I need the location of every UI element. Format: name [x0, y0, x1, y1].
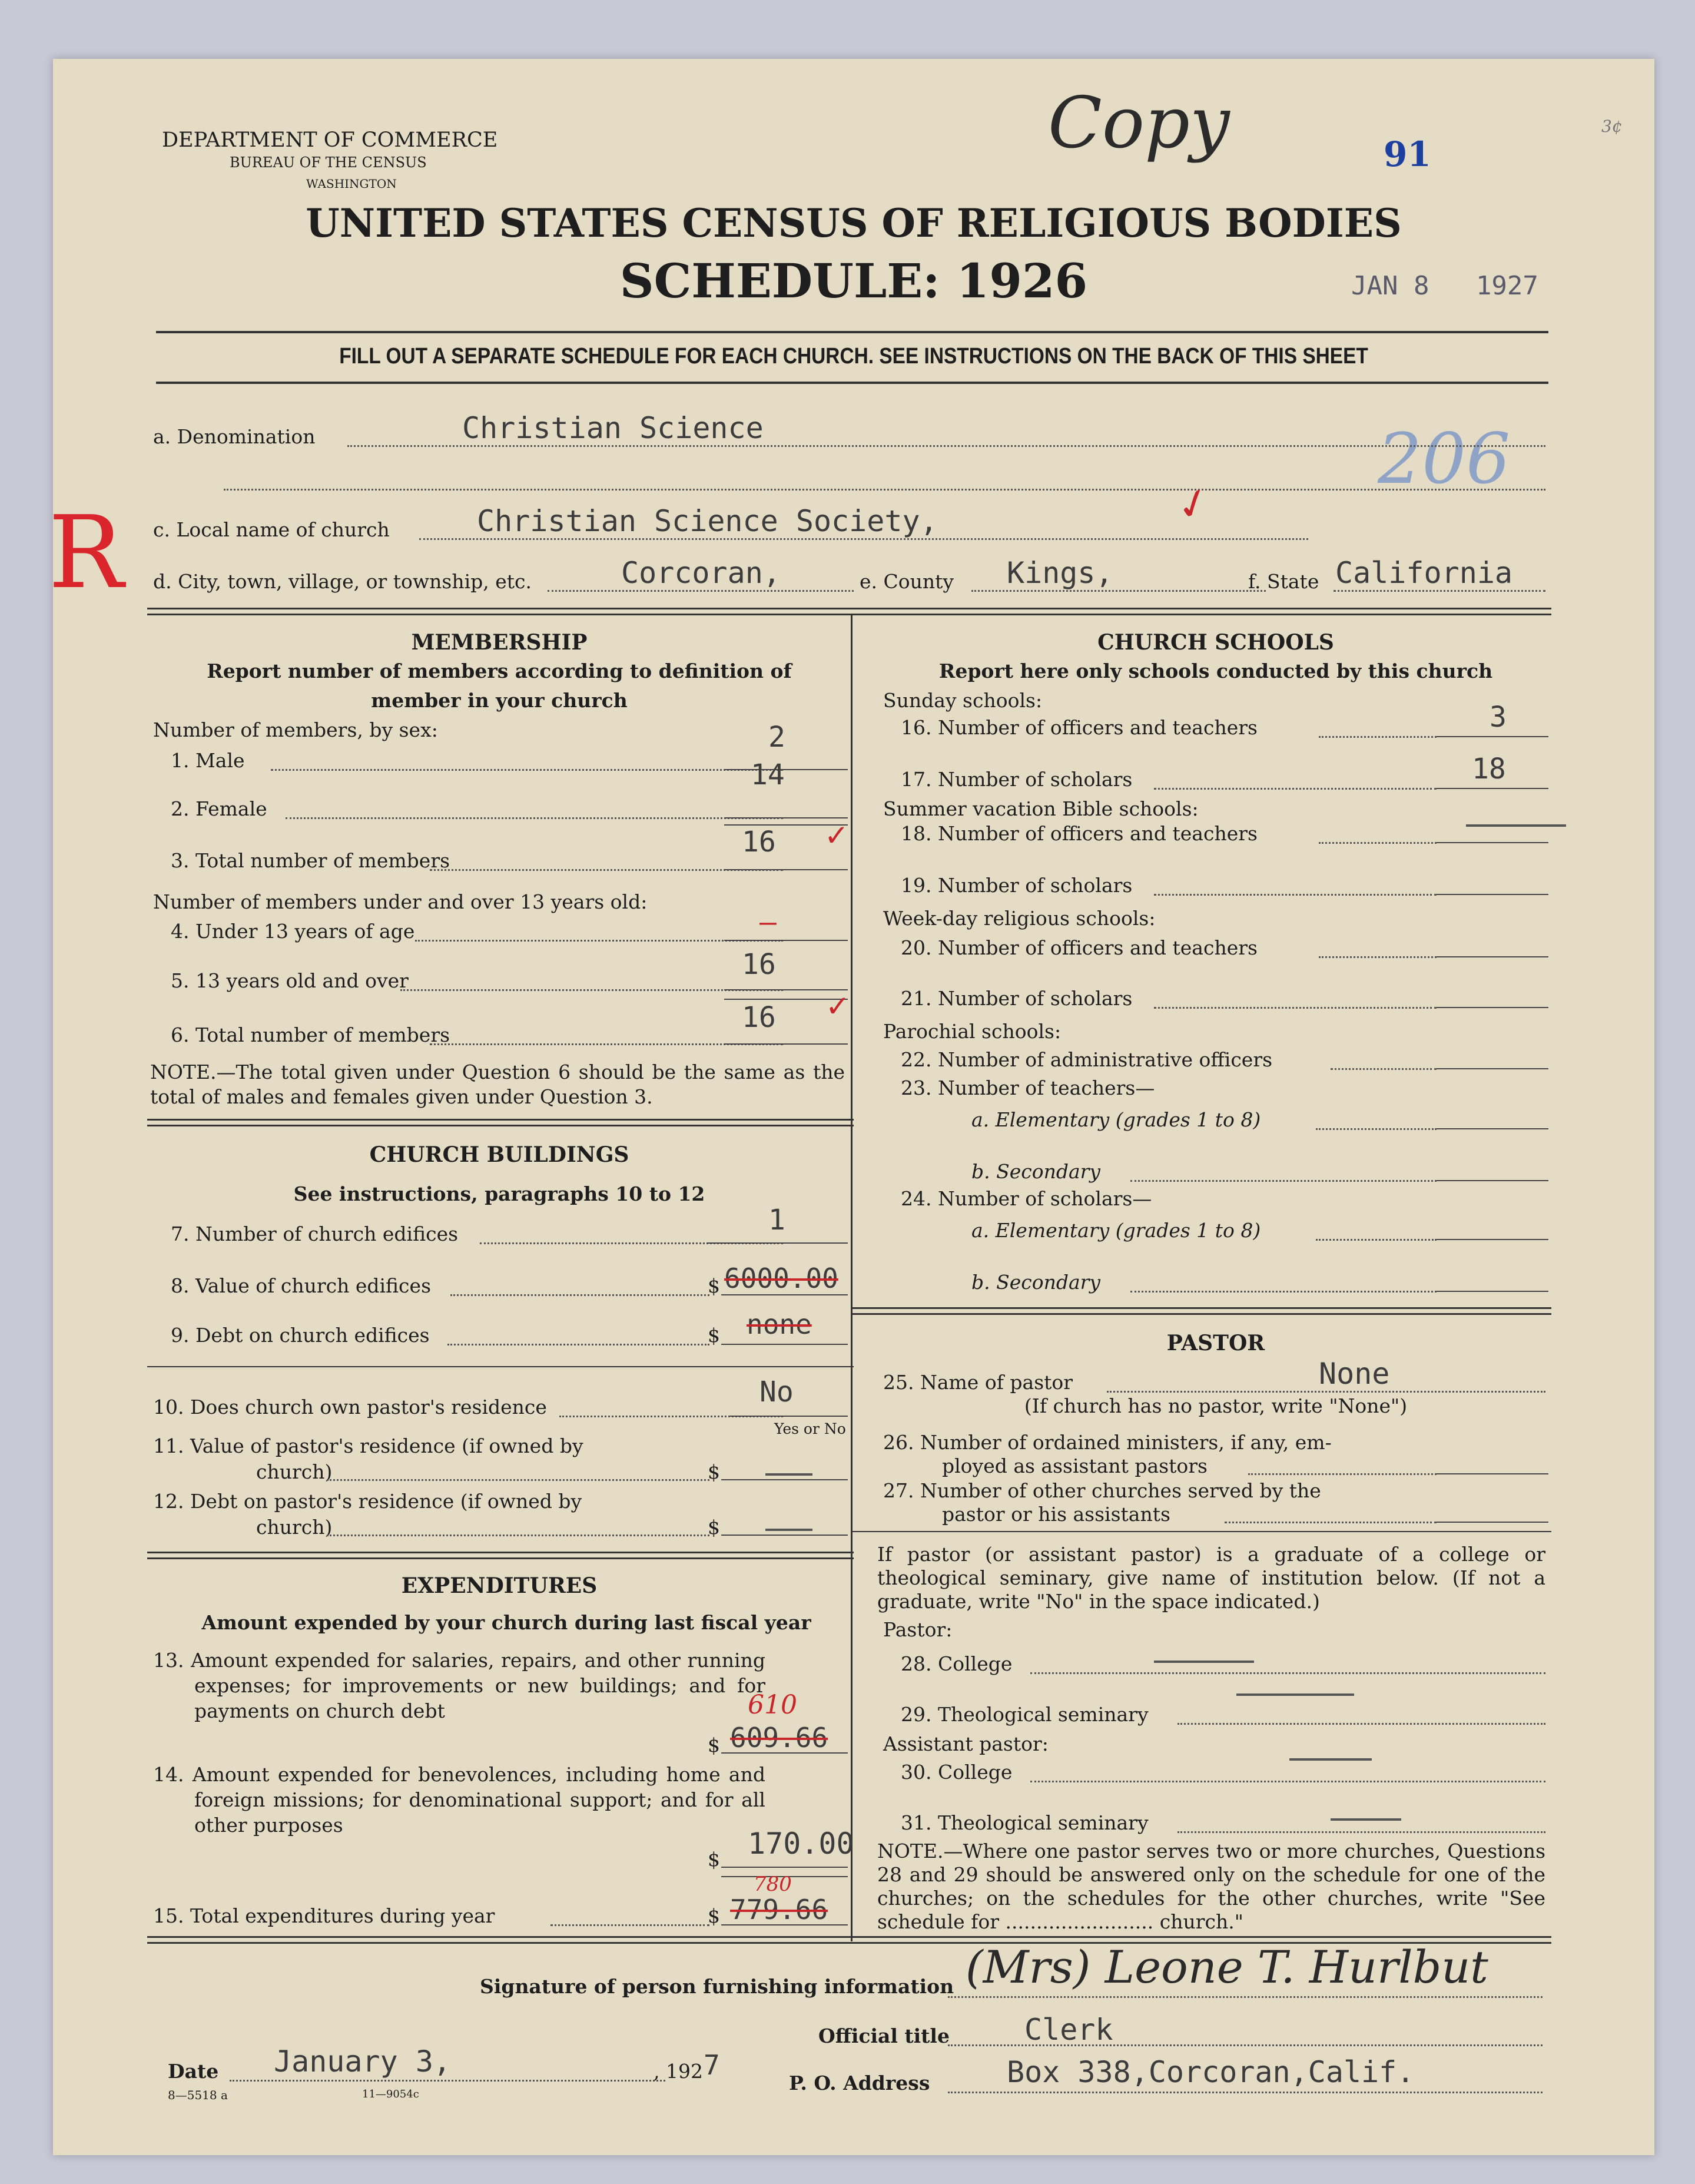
q3-answer-line	[724, 869, 848, 870]
state-line	[1334, 590, 1545, 592]
city-value: Corcoran,	[621, 556, 781, 590]
city-label: WASHINGTON	[306, 177, 397, 191]
denomination-line	[347, 445, 1545, 447]
q16-answer-line	[1437, 736, 1548, 737]
q29-dash	[1236, 1693, 1354, 1696]
year-digit: 7	[704, 2049, 720, 2081]
q24a-answer-line	[1437, 1239, 1548, 1240]
q21-line	[1154, 1007, 1437, 1009]
q30-line	[1030, 1781, 1545, 1782]
q3-check: ✓	[824, 818, 849, 853]
q6-value: 16	[742, 1001, 776, 1034]
county-value: Kings,	[1007, 556, 1113, 590]
q31-dash	[1331, 1818, 1401, 1821]
q8-dollar: $	[708, 1274, 720, 1297]
buildings-sub: See instructions, paragraphs 10 to 12	[293, 1182, 705, 1205]
q24b-answer-line	[1437, 1291, 1548, 1292]
schools-rule-b	[853, 1313, 1551, 1315]
q1-answer-line	[724, 769, 848, 770]
q26-label-b: ployed as assistant pastors	[942, 1454, 1208, 1477]
q17-value: 18	[1472, 753, 1506, 786]
year-prefix: , 192	[654, 2060, 703, 2083]
q21-answer-line	[1437, 1007, 1548, 1008]
sunday-label: Sunday schools:	[883, 689, 1043, 712]
asst-pastor-label: Assistant pastor:	[883, 1732, 1049, 1755]
q5-label: 5. 13 years old and over	[171, 969, 409, 992]
q13-value: 609.66	[730, 1722, 828, 1754]
q16-label: 16. Number of officers and teachers	[901, 716, 1258, 739]
signature-value: (Mrs) Leone T. Hurlbut	[966, 1941, 1488, 1993]
q25-hint: (If church has no pastor, write "None")	[1024, 1394, 1408, 1417]
official-title-value: Clerk	[1024, 2013, 1113, 2047]
pencil-number: 206	[1378, 418, 1511, 499]
denomination-label: a. Denomination	[153, 425, 316, 448]
q21-label: 21. Number of scholars	[901, 987, 1133, 1010]
q15-label: 15. Total expenditures during year	[153, 1904, 495, 1927]
state-value: California	[1335, 556, 1513, 590]
expenditures-sub: Amount expended by your church during last fiscal year	[201, 1611, 811, 1634]
city-field-label: d. City, town, village, or township, etc.	[153, 570, 532, 593]
q11-label-a: 11. Value of pastor's residence (if owned by	[153, 1434, 583, 1457]
q19-label: 19. Number of scholars	[901, 874, 1133, 897]
q12-label-b: church)	[256, 1516, 333, 1539]
q23a-label: a. Elementary (grades 1 to 8)	[971, 1108, 1261, 1131]
buildings-rule-b	[147, 1557, 854, 1559]
q2-label: 2. Female	[171, 797, 267, 820]
q7-answer-line	[706, 1242, 848, 1244]
po-address-label: P. O. Address	[789, 2072, 930, 2094]
q3-label: 3. Total number of members	[171, 849, 450, 872]
q14-label: 14. Amount expended for benevolences, including home and foreign missions; for denominational support; and for all other purposes	[153, 1763, 765, 1837]
q11-dollar: $	[708, 1460, 720, 1483]
checkmark: ✓	[1169, 475, 1218, 533]
q27-answer-line	[1437, 1522, 1548, 1523]
q11-label-b: church)	[256, 1460, 333, 1483]
q3-value: 16	[742, 826, 776, 859]
q4-answer-line	[724, 940, 848, 941]
q9-line	[447, 1344, 709, 1345]
membership-sub-2: member in your church	[371, 689, 628, 712]
q15-line	[550, 1924, 709, 1926]
q15-dollar: $	[708, 1904, 720, 1927]
date-line	[230, 2080, 665, 2082]
q4-label: 4. Under 13 years of age	[171, 920, 415, 943]
date-value: January 3,	[274, 2044, 452, 2079]
column-divider	[851, 614, 853, 1941]
q18-label: 18. Number of officers and teachers	[901, 822, 1258, 845]
summer-label: Summer vacation Bible schools:	[883, 797, 1199, 820]
q26-line	[1248, 1473, 1437, 1475]
expenditures-title: EXPENDITURES	[401, 1573, 598, 1598]
q11-dash	[765, 1473, 812, 1476]
parochial-label: Parochial schools:	[883, 1020, 1062, 1043]
schedule-year-title: SCHEDULE: 1926	[619, 253, 1088, 309]
local-name-value: Christian Science Society,	[477, 504, 938, 538]
local-name-label: c. Local name of church	[153, 518, 390, 541]
buildings-mid-rule	[147, 1366, 854, 1367]
q2-line	[286, 817, 783, 819]
q15-value: 779.66	[730, 1894, 828, 1926]
q12-answer-line	[721, 1535, 848, 1536]
q28-line	[1030, 1672, 1545, 1674]
received-date-stamp: JAN 8 1927	[1351, 271, 1538, 301]
dept-label: DEPARTMENT OF COMMERCE	[162, 128, 498, 152]
q24a-line	[1316, 1239, 1437, 1241]
q22-answer-line	[1437, 1068, 1548, 1069]
pastor-sub-label: Pastor:	[883, 1618, 953, 1641]
q14-dollar: $	[708, 1848, 720, 1871]
q14-answer-line	[721, 1867, 848, 1868]
red-r-mark: R	[48, 495, 124, 611]
q27-label-b: pastor or his assistants	[942, 1503, 1170, 1526]
footer-rule-a	[147, 1936, 1551, 1938]
q24-label: 24. Number of scholars—	[901, 1187, 1152, 1210]
q10-hint: Yes or No	[774, 1420, 846, 1437]
q19-answer-line	[1437, 894, 1548, 895]
po-address-line	[948, 2092, 1543, 2093]
q8-label: 8. Value of church edifices	[171, 1274, 432, 1297]
q17-label: 17. Number of scholars	[901, 768, 1133, 791]
q20-answer-line	[1437, 956, 1548, 957]
q14-value: 170.00	[748, 1827, 854, 1861]
local-name-line	[419, 538, 1308, 540]
q9-dollar: $	[708, 1324, 720, 1347]
q6-answer-line	[724, 1043, 848, 1045]
membership-rule-a	[147, 1119, 854, 1121]
q5-value: 16	[742, 948, 776, 981]
print-number: 11—9054c	[362, 2088, 419, 2100]
section-rule-a	[147, 608, 1551, 609]
q29-label: 29. Theological seminary	[901, 1703, 1149, 1726]
q29-line	[1177, 1723, 1545, 1725]
q13-label: 13. Amount expended for salaries, repairs, and other running expenses; for improvements or new buildings; and for payments on church debt	[153, 1649, 765, 1722]
q9-value: none	[747, 1308, 812, 1340]
official-title-label: Official title	[818, 2024, 950, 2047]
membership-title: MEMBERSHIP	[411, 630, 588, 655]
q30-label: 30. College	[901, 1761, 1013, 1784]
q25-value: None	[1319, 1357, 1390, 1391]
q25-line	[1107, 1391, 1545, 1393]
q25-label: 25. Name of pastor	[883, 1371, 1073, 1394]
q20-line	[1319, 956, 1437, 958]
q10-value: No	[759, 1376, 794, 1409]
q6-label: 6. Total number of members	[171, 1023, 450, 1046]
by-sex-label: Number of members, by sex:	[153, 718, 438, 741]
q24a-label: a. Elementary (grades 1 to 8)	[971, 1219, 1261, 1242]
q10-answer-line	[730, 1416, 848, 1417]
q26-label-a: 26. Number of ordained ministers, if any, em-	[883, 1431, 1332, 1454]
q7-value: 1	[768, 1204, 785, 1237]
q8-answer-line	[721, 1294, 848, 1295]
instruction-line: FILL OUT A SEPARATE SCHEDULE FOR EACH CHURCH. SEE INSTRUCTIONS ON THE BACK OF THIS SHEET	[339, 344, 1368, 369]
buildings-title: CHURCH BUILDINGS	[369, 1142, 629, 1167]
form-title: UNITED STATES CENSUS OF RELIGIOUS BODIES	[306, 200, 1402, 246]
graduate-instructions: If pastor (or assistant pastor) is a graduate of a college or theological seminary, give name of institution below. (If not a graduate, write "No" in the space indicated.)	[877, 1543, 1545, 1613]
membership-rule-b	[147, 1125, 854, 1126]
denomination-line-2	[224, 489, 1545, 491]
q9-answer-line	[721, 1344, 848, 1345]
q23a-answer-line	[1437, 1128, 1548, 1129]
header-rule-top	[156, 331, 1548, 333]
header-rule-bottom	[156, 382, 1548, 384]
q30-dash	[1289, 1758, 1372, 1761]
county-line	[971, 590, 1266, 592]
q8-value: 6000.00	[724, 1262, 838, 1294]
schools-rule-a	[853, 1307, 1551, 1309]
q19-line	[1154, 894, 1437, 896]
q13-dollar: $	[708, 1734, 720, 1757]
census-schedule-sheet	[48, 59, 1654, 2155]
q1-value: 2	[768, 721, 785, 754]
q9-label: 9. Debt on church edifices	[171, 1324, 430, 1347]
signature-label: Signature of person furnishing information	[480, 1975, 954, 1998]
q12-dollar: $	[708, 1516, 720, 1539]
denomination-value: Christian Science	[462, 411, 764, 445]
schools-sub: Report here only schools conducted by this church	[938, 659, 1493, 682]
q20-label: 20. Number of officers and teachers	[901, 936, 1258, 959]
city-line	[548, 590, 854, 592]
q6-check: ✓	[825, 989, 850, 1023]
state-label: f. State	[1248, 570, 1319, 593]
q22-label: 22. Number of administrative officers	[901, 1048, 1273, 1071]
q26-answer-line	[1437, 1473, 1548, 1474]
q17-line	[1154, 788, 1437, 790]
copy-mark: Copy	[1048, 82, 1230, 164]
q27-line	[1225, 1522, 1437, 1523]
q28-dash	[1154, 1661, 1254, 1663]
schedule-number: 91	[1384, 134, 1431, 174]
weekday-label: Week-day religious schools:	[883, 907, 1156, 930]
q22-line	[1331, 1068, 1437, 1070]
q23-label: 23. Number of teachers—	[901, 1076, 1155, 1099]
q1-line	[271, 769, 783, 771]
date-label: Date	[168, 2060, 219, 2083]
q23b-answer-line	[1437, 1180, 1548, 1181]
county-label: e. County	[860, 570, 954, 593]
q4-value: –	[759, 906, 777, 939]
summer-dash	[1466, 824, 1566, 827]
q17-answer-line	[1437, 788, 1548, 789]
q11-line	[327, 1479, 709, 1481]
signature-line	[948, 1996, 1543, 1998]
q23b-line	[1130, 1180, 1437, 1182]
corner-mark: 3¢	[1601, 117, 1623, 136]
membership-note: NOTE.—The total given under Question 6 should be the same as the total of males and females given under Question 3.	[150, 1060, 845, 1108]
q7-label: 7. Number of church edifices	[171, 1222, 459, 1245]
q24b-label: b. Secondary	[971, 1271, 1101, 1294]
q31-label: 31. Theological seminary	[901, 1811, 1149, 1834]
pastor-title: PASTOR	[1166, 1331, 1265, 1356]
q12-label-a: 12. Debt on pastor's residence (if owned by	[153, 1490, 582, 1513]
q28-label: 28. College	[901, 1652, 1013, 1675]
q13-correction: 610	[748, 1690, 797, 1720]
po-address-value: Box 338,Corcoran,Calif.	[1007, 2055, 1415, 2089]
membership-sub-1: Report number of members according to definition of	[207, 659, 792, 682]
form-number: 8—5518 a	[168, 2088, 228, 2102]
q2-value: 14	[751, 758, 785, 791]
q11-answer-line	[721, 1479, 848, 1480]
q31-line	[1177, 1831, 1545, 1833]
q12-line	[327, 1535, 709, 1536]
q23b-label: b. Secondary	[971, 1160, 1101, 1183]
pastor-note: NOTE.—Where one pastor serves two or more churches, Questions 28 and 29 should be answered only on the schedule for one of the churches; on the schedules for the other churches, write "See schedule for ........................ church."	[877, 1840, 1545, 1933]
q16-line	[1319, 736, 1437, 738]
q12-dash	[765, 1529, 812, 1531]
q1-label: 1. Male	[171, 749, 245, 772]
q24b-line	[1130, 1291, 1437, 1292]
pastor-mid-rule	[853, 1531, 1551, 1532]
q8-line	[450, 1294, 709, 1296]
age-header: Number of members under and over 13 years old:	[153, 890, 648, 913]
section-rule-b	[147, 614, 1551, 615]
q27-label-a: 27. Number of other churches served by the	[883, 1479, 1321, 1502]
q18-answer-line	[1437, 842, 1548, 843]
q16-value: 3	[1490, 701, 1507, 734]
q18-line	[1319, 842, 1437, 844]
q10-label: 10. Does church own pastor's residence	[153, 1396, 547, 1419]
schools-title: CHURCH SCHOOLS	[1097, 630, 1334, 655]
q15-correction: 780	[754, 1873, 792, 1896]
bureau-label: BUREAU OF THE CENSUS	[230, 154, 427, 171]
buildings-rule-a	[147, 1552, 854, 1553]
q23a-line	[1316, 1128, 1437, 1130]
